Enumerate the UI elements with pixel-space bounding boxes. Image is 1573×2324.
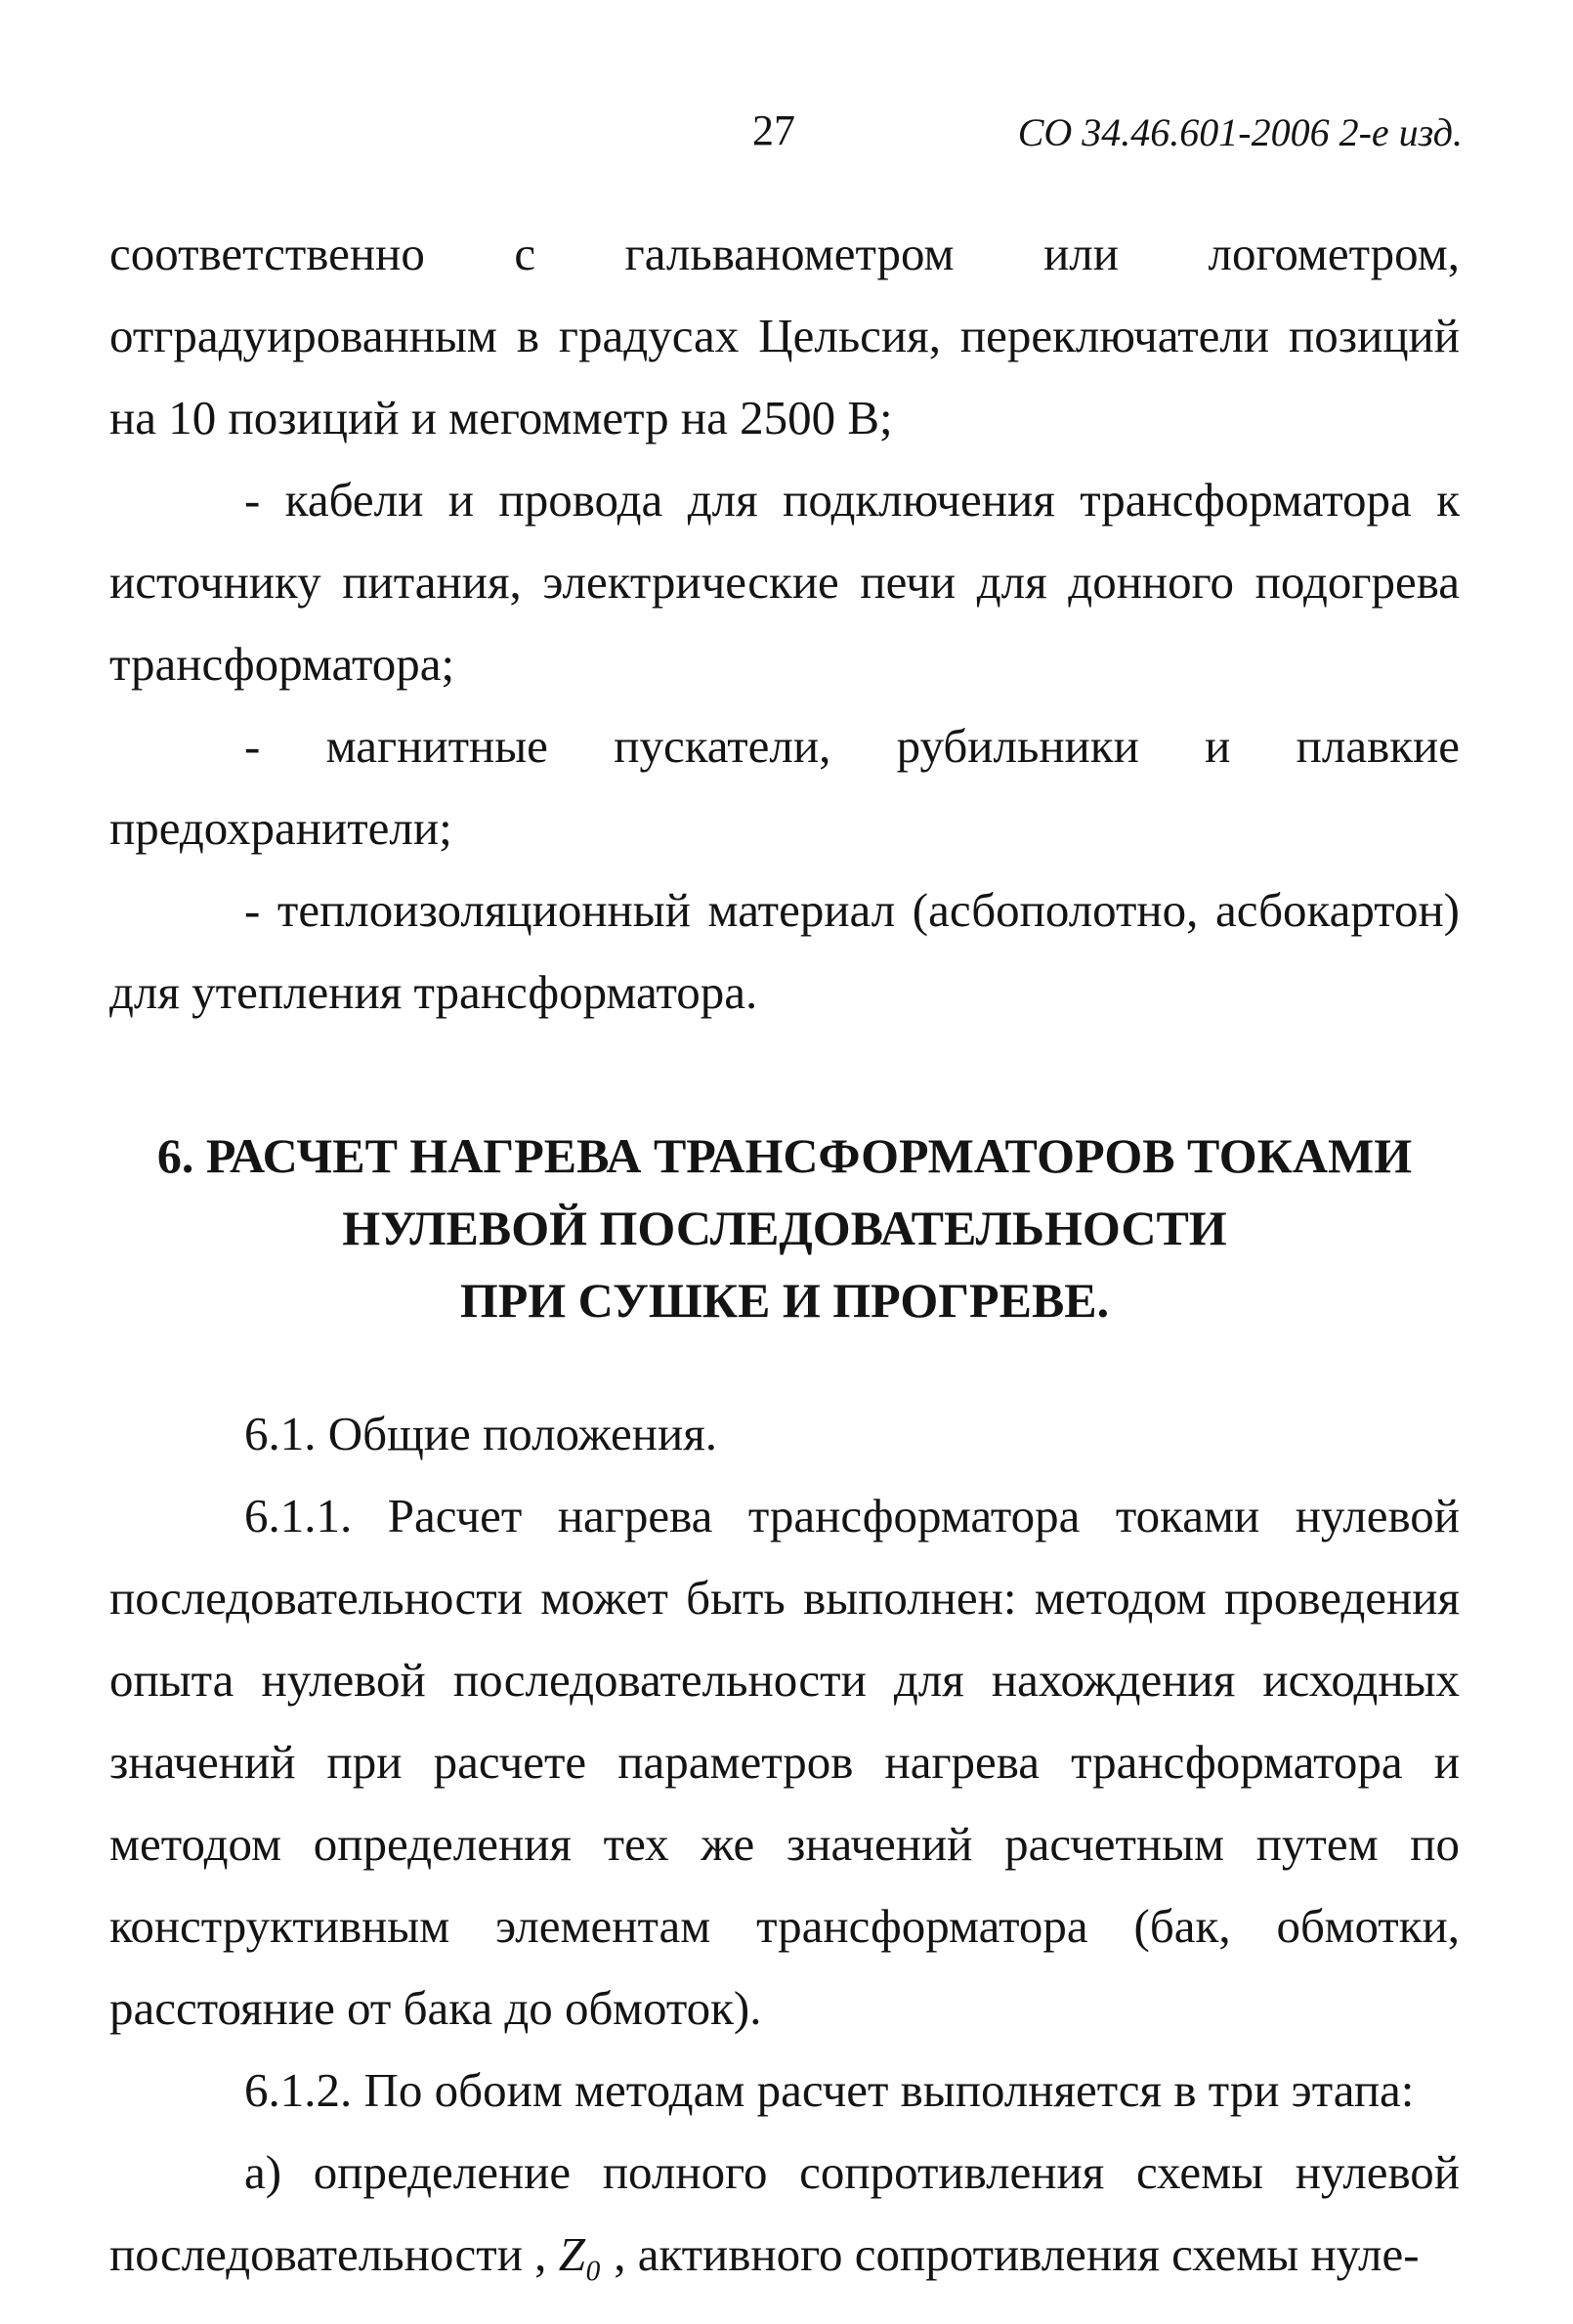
item-6-1-2: 6.1.2. По обоим методам расчет выполняется в три этапа: (244, 2063, 1415, 2117)
item-6-1-1: 6.1.1. Расчет нагрева трансформатора токами нулевой последовательности может быть выполнен: методом проведения опыта нулевой последовательности для нахождения исходных значений при расчете параметров нагрева трансформатора и методом определения тех же значений расчетным путем по конструктивным элементам трансформатора (бак, обмотки, расстояние от бака до обмоток). (109, 1489, 1460, 2035)
page-header (0, 102, 1573, 160)
zero-sequence-impedance-symbol: Z₀ (558, 2227, 602, 2281)
paragraph-continuation: соответственно с гальванометром или логометром, отградуированным в градусах Цельсия, переключатели позиций на 10 позиций и мегомметр на 2500 В; (109, 227, 1460, 444)
section-heading (109, 1120, 1460, 1336)
list-item-cables: - кабели и провода для подключения трансформатора к источнику питания, электрические печи для донного подогрева трансформатора; (109, 473, 1460, 691)
document-code: СО 34.46.601-2006 2-е изд. (1017, 110, 1463, 154)
list-item-insulation: - теплоизоляционный материал (асбополотно, асбокартон) для утепления трансформатора. (109, 883, 1460, 1019)
item-a (109, 2132, 1460, 2296)
section-heading-line-2: НУЛЕВОЙ ПОСЛЕДОВАТЕЛЬНОСТИ (342, 1201, 1227, 1255)
section-heading-line-3: ПРИ СУШКЕ И ПРОГРЕВЕ. (459, 1273, 1110, 1328)
item-a-text-start: а) определение полного сопротивления схемы нулевой последовательности , (109, 2145, 1460, 2281)
subsection-title: 6.1. Общие положения. (244, 1407, 718, 1460)
page-number: 27 (752, 106, 795, 154)
item-a-text-end: , активного сопротивления схемы нуле- (614, 2227, 1420, 2281)
list-item-starters: - магнитные пускатели, рубильники и плавкие предохранители; (109, 719, 1460, 855)
section-heading-line-1: 6. РАСЧЕТ НАГРЕВА ТРАНСФОРМАТОРОВ ТОКАМИ (156, 1128, 1413, 1183)
page-body (109, 213, 1460, 2296)
